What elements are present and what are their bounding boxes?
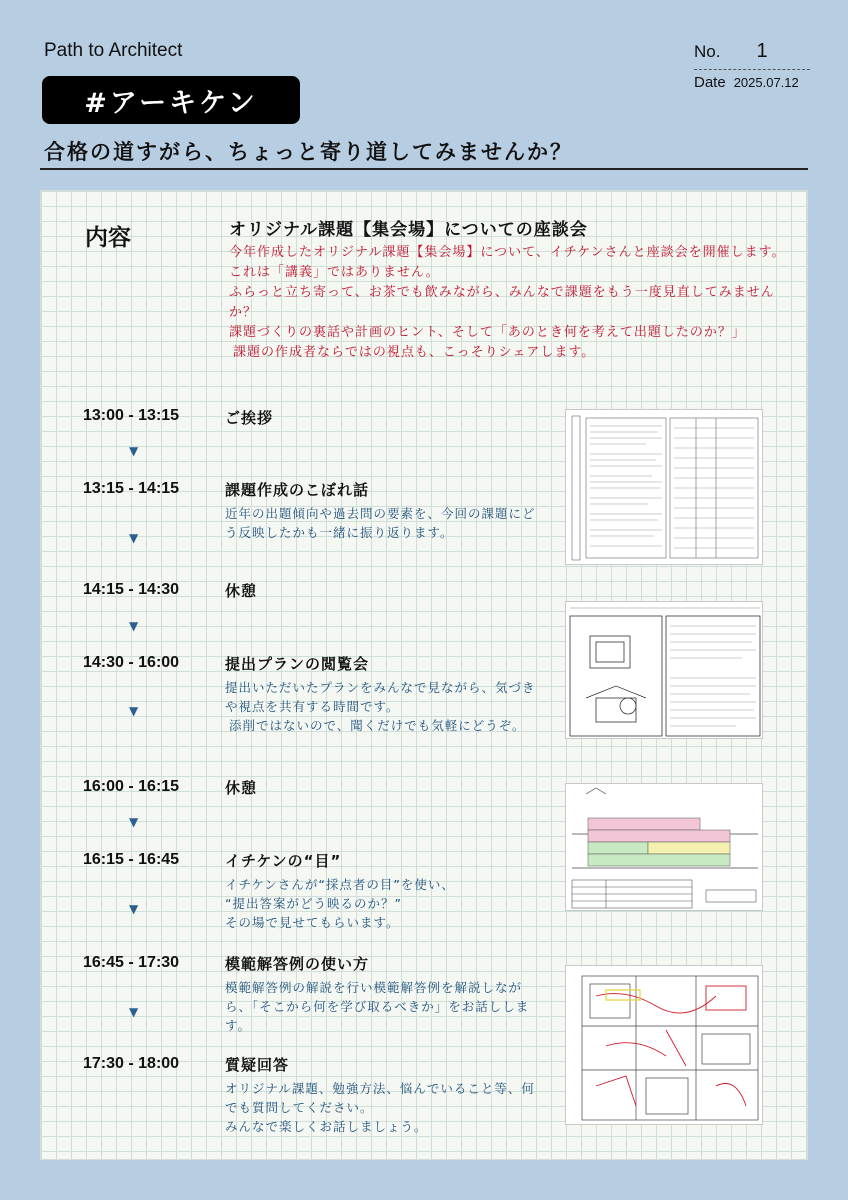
description-line: みんなで楽しくお話しましょう。 — [225, 1119, 428, 1134]
event-description — [225, 678, 547, 735]
event-title: 模範解答例の使い方 — [225, 955, 370, 973]
event-title: 質疑回答 — [225, 1056, 290, 1074]
issue-number-label: No. — [694, 42, 721, 61]
intro-text — [229, 243, 789, 363]
event-description — [225, 1079, 547, 1136]
event-description: 近年の出題傾向や過去問の要素を、今回の課題にどう反映したかも一緒に振り返ります。 — [225, 506, 536, 540]
issue-number: 1 — [756, 40, 768, 62]
event-description — [225, 875, 547, 932]
time-slot: 16:15 - 16:45 — [83, 851, 180, 868]
description-line: オリジナル課題、勉強方法、悩んでいること等、何でも質問してください。 — [225, 1081, 535, 1115]
event-title: 休憩 — [225, 582, 258, 600]
down-arrow-icon: ▼ — [129, 619, 139, 633]
time-slot: 16:00 - 16:15 — [83, 778, 180, 795]
down-arrow-icon: ▼ — [129, 531, 139, 545]
down-arrow-icon: ▼ — [129, 1005, 139, 1019]
time-slot: 13:00 - 13:15 — [83, 407, 180, 424]
exam-document-thumbnail — [565, 409, 763, 565]
time-slot: 13:15 - 14:15 — [83, 480, 180, 497]
event-main-title: オリジナル課題【集会場】についての座談会 — [229, 220, 588, 240]
down-arrow-icon: ▼ — [129, 902, 139, 916]
event-title: イチケンの“目” — [225, 852, 342, 870]
description-line: 添削ではないので、聞くだけでも気軽にどうぞ。 — [229, 718, 526, 733]
environment-diagram-thumbnail — [565, 601, 763, 739]
intro-line: ふらっと立ち寄って、お茶でも飲みながら、みんなで課題をもう一度見直してみませんか？ — [229, 285, 775, 320]
intro-line: 課題の作成者ならではの視点も、こっそりシェアします。 — [233, 345, 596, 360]
description-line: “提出答案がどう映るのか？” — [225, 896, 402, 911]
time-slot: 16:45 - 17:30 — [83, 954, 180, 971]
event-title: ご挨拶 — [225, 409, 274, 427]
annotated-plan-thumbnail — [565, 965, 763, 1125]
logo-badge: #アーキケン — [42, 76, 300, 124]
brand-name: Path to Architect — [44, 40, 183, 61]
description-line: その場で見せてもらいます。 — [225, 915, 400, 930]
down-arrow-icon: ▼ — [129, 815, 139, 829]
tagline-rule — [40, 168, 808, 170]
event-title: 休憩 — [225, 779, 258, 797]
time-slot: 14:30 - 16:00 — [83, 654, 180, 671]
content-heading: 内容 — [85, 225, 131, 251]
event-description: 模範解答例の解説を行い模範解答例を解説しながら、「そこから何を学び取るべきか」をお話しします。 — [225, 980, 530, 1033]
description-line: イチケンさんが“採点者の目”を使い、 — [225, 877, 455, 892]
issue-info — [694, 40, 810, 91]
description-line: 提出いただいたプランをみんなで見ながら、気づきや視点を共有する時間です。 — [225, 680, 536, 714]
down-arrow-icon: ▼ — [129, 444, 139, 458]
event-title: 課題作成のこぼれ話 — [225, 481, 370, 499]
down-arrow-icon: ▼ — [129, 704, 139, 718]
intro-line: 課題づくりの裏話や計画のヒント、そして「あのとき何を考えて出題したのか？」 — [229, 325, 746, 340]
date-label: Date — [694, 74, 726, 91]
time-slot: 17:30 - 18:00 — [83, 1055, 180, 1072]
event-title: 提出プランの閲覧会 — [225, 655, 370, 673]
intro-line: 今年作成したオリジナル課題【集会場】について、イチケンさんと座談会を開催します。これは「講義」ではありません。 — [229, 245, 786, 280]
date-value: 2025.07.12 — [733, 75, 799, 90]
grid-paper — [40, 190, 808, 1160]
time-slot: 14:15 - 14:30 — [83, 581, 180, 598]
tagline: 合格の道すがら、ちょっと寄り道してみませんか？ — [44, 140, 573, 164]
section-drawing-thumbnail — [565, 783, 763, 911]
